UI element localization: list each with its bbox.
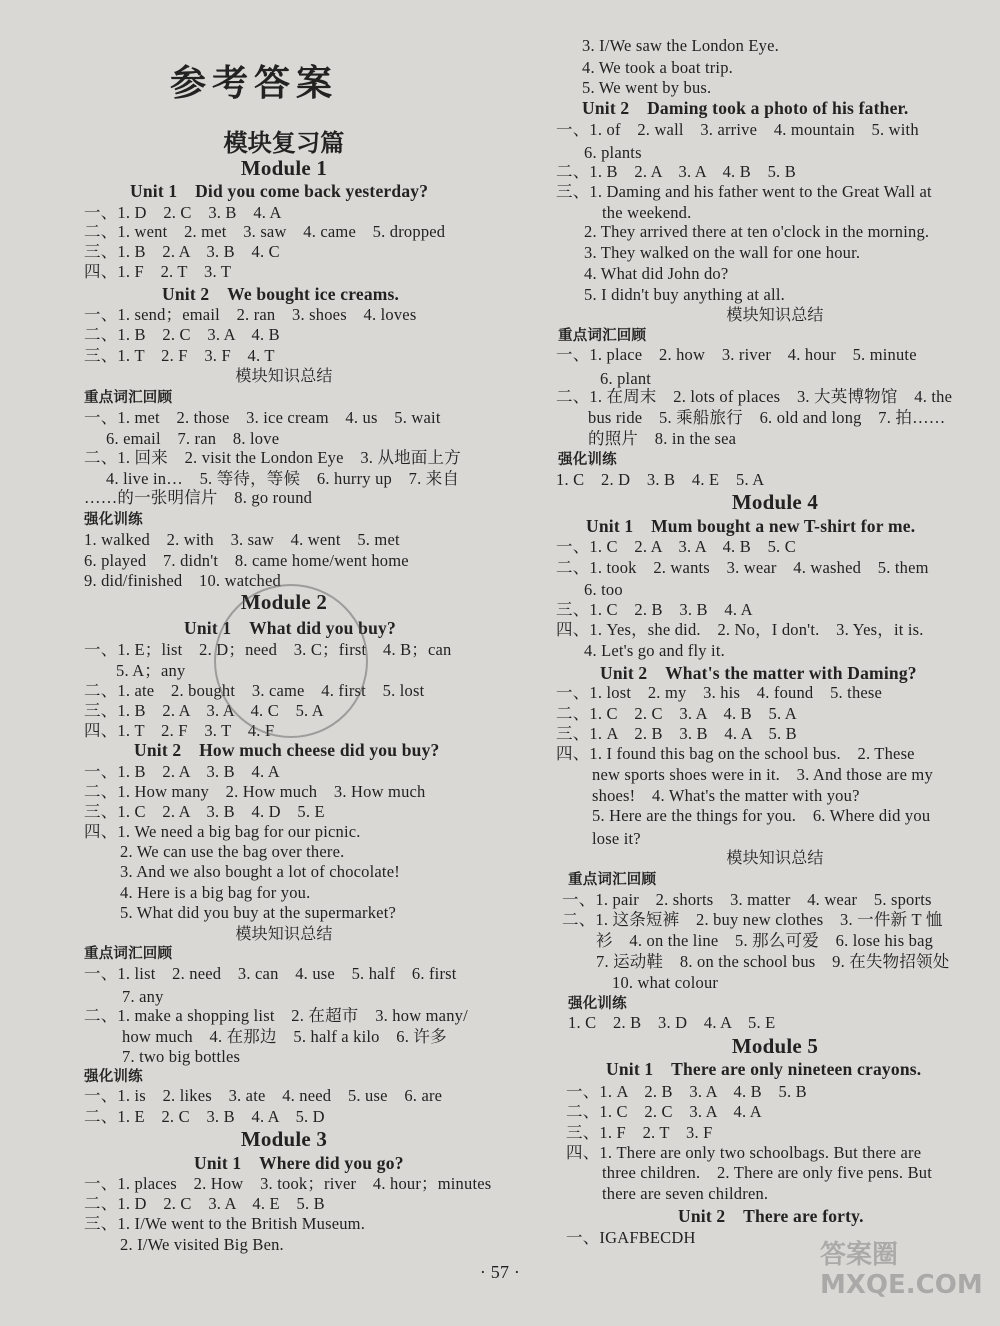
answer-line: the weekend.	[602, 203, 692, 222]
answer-line: 二、1. 这条短裤 2. buy new clothes 3. 一件新 T 恤	[562, 910, 943, 929]
answer-line: 5. A；any	[116, 661, 186, 680]
answer-line: 三、1. B 2. A 3. A 4. C 5. A	[84, 701, 324, 720]
answer-line: 的照片 8. in the sea	[588, 429, 737, 448]
answer-line: 一、1. lost 2. my 3. his 4. found 5. these	[556, 683, 883, 702]
unit-heading: Unit 2 How much cheese did you buy?	[134, 740, 440, 760]
answer-line: 二、1. took 2. wants 3. wear 4. washed 5. them	[556, 558, 929, 577]
answer-line: 4. Here is a big bag for you.	[120, 883, 311, 902]
answer-line: 衫 4. on the line 5. 那么可爱 6. lose his bag	[596, 931, 934, 950]
module-heading: Module 2	[240, 590, 328, 614]
subsection-heading: 强化训练	[568, 996, 627, 1012]
summary-heading: 模块知识总结	[235, 366, 333, 385]
answer-line: 4. What did John do?	[584, 264, 729, 283]
unit-heading: Unit 2 What's the matter with Daming?	[600, 663, 917, 683]
answer-line: 5. Here are the things for you. 6. Where did you	[592, 806, 931, 825]
answer-line: 5. What did you buy at the supermarket?	[120, 903, 397, 922]
answer-line: 2. They arrived there at ten o'clock in the morning.	[584, 222, 930, 241]
answer-line: 二、1. E 2. C 3. B 4. A 5. D	[84, 1107, 325, 1126]
summary-heading: 模块知识总结	[726, 848, 824, 867]
watermark-stamp	[214, 584, 368, 738]
answer-line: 四、1. F 2. T 3. T	[84, 262, 232, 281]
answer-line: bus ride 5. 乘船旅行 6. old and long 7. 拍……	[588, 408, 946, 427]
answer-line: 二、1. C 2. C 3. A 4. A	[566, 1102, 762, 1121]
subsection-heading: 重点词汇回顾	[558, 328, 647, 344]
answer-line: 1. C 2. B 3. D 4. A 5. E	[568, 1013, 776, 1032]
answer-line: shoes! 4. What's the matter with you?	[592, 786, 860, 805]
answer-line: 4. Let's go and fly it.	[584, 641, 725, 660]
module-heading: Module 5	[731, 1034, 819, 1058]
answer-line: 一、1. send；email 2. ran 3. shoes 4. loves	[84, 305, 417, 324]
answer-line: 三、1. F 2. T 3. F	[566, 1123, 713, 1142]
answer-line: 6. email 7. ran 8. love	[106, 429, 280, 448]
answer-line: 一、1. places 2. How 3. took；river 4. hour；minutes	[84, 1174, 492, 1193]
answer-line: 二、1. 在周末 2. lots of places 3. 大英博物馆 4. the	[556, 387, 953, 406]
answer-line: three children. 2. There are only five pens. But	[602, 1163, 933, 1182]
answer-line: 一、1. list 2. need 3. can 4. use 5. half 6. first	[84, 964, 457, 983]
answer-line: 一、IGAFBECDH	[566, 1228, 696, 1247]
answer-line: 3. And we also bought a lot of chocolate!	[120, 862, 400, 881]
unit-heading: Unit 2 We bought ice creams.	[162, 284, 400, 304]
unit-heading: Unit 1 Did you come back yesterday?	[130, 181, 429, 201]
answer-line: 一、1. E；list 2. D；need 3. C；first 4. B；can	[84, 640, 452, 659]
section-title: 模块复习篇	[223, 129, 345, 157]
answer-line: 一、1. of 2. wall 3. arrive 4. mountain 5. with	[556, 120, 919, 139]
answer-line: 三、1. C 2. B 3. B 4. A	[556, 600, 753, 619]
answer-line: 二、1. D 2. C 3. A 4. E 5. B	[84, 1194, 325, 1213]
answer-line: 二、1. C 2. C 3. A 4. B 5. A	[556, 704, 797, 723]
module-heading: Module 3	[240, 1127, 328, 1151]
answer-line: 2. I/We visited Big Ben.	[120, 1235, 284, 1254]
module-heading: Module 1	[240, 156, 328, 180]
answer-line: 三、1. A 2. B 3. B 4. A 5. B	[556, 724, 797, 743]
subsection-heading: 重点词汇回顾	[568, 872, 657, 888]
answer-line: 三、1. I/We went to the British Museum.	[84, 1214, 366, 1233]
answer-line: 一、1. pair 2. shorts 3. matter 4. wear 5. sports	[562, 890, 932, 909]
answer-line: 10. what colour	[612, 973, 719, 992]
answer-line: ……的一张明信片 8. go round	[84, 488, 313, 507]
answer-line: how much 4. 在那边 5. half a kilo 6. 许多	[122, 1027, 447, 1046]
answer-line: 二、1. went 2. met 3. saw 4. came 5. dropped	[84, 222, 446, 241]
summary-heading: 模块知识总结	[235, 924, 333, 943]
unit-heading: Unit 1 There are only nineteen crayons.	[606, 1059, 922, 1079]
main-title: 参考答案	[169, 63, 338, 104]
subsection-heading: 重点词汇回顾	[84, 946, 173, 962]
answer-line: 6. played 7. didn't 8. came home/went home	[84, 551, 409, 570]
answer-line: 7. 运动鞋 8. on the school bus 9. 在失物招领处	[596, 952, 950, 971]
answer-line: 一、1. D 2. C 3. B 4. A	[84, 203, 282, 222]
answer-line: 三、1. C 2. A 3. B 4. D 5. E	[84, 802, 325, 821]
answer-line: 三、1. T 2. F 3. F 4. T	[84, 346, 275, 365]
answer-line: 二、1. B 2. C 3. A 4. B	[84, 325, 280, 344]
answer-line: 一、1. place 2. how 3. river 4. hour 5. minute	[556, 345, 917, 364]
answer-line: 一、1. C 2. A 3. A 4. B 5. C	[556, 537, 796, 556]
unit-heading: Unit 2 There are forty.	[678, 1206, 864, 1226]
answer-line: 三、1. Daming and his father went to the Great Wall at	[556, 182, 932, 201]
answer-line: there are seven children.	[602, 1184, 769, 1203]
summary-heading: 模块知识总结	[726, 305, 824, 324]
page-number: · 57 ·	[479, 1262, 521, 1282]
answer-line: 4. live in… 5. 等待，等候 6. hurry up 7. 来自	[106, 469, 460, 488]
answer-line: 四、1. There are only two schoolbags. But there are	[566, 1143, 922, 1162]
answer-line: 一、1. B 2. A 3. B 4. A	[84, 762, 280, 781]
subsection-heading: 强化训练	[558, 452, 617, 468]
answer-line: 6. too	[584, 580, 623, 599]
answer-line: lose it?	[592, 829, 641, 848]
answer-line: 二、1. make a shopping list 2. 在超市 3. how many/	[84, 1006, 468, 1025]
answer-line: 二、1. How many 2. How much 3. How much	[84, 782, 426, 801]
answer-line: 四、1. T 2. F 3. T 4. F	[84, 721, 275, 740]
subsection-heading: 强化训练	[84, 512, 143, 528]
answer-line: 7. two big bottles	[122, 1047, 241, 1066]
module-heading: Module 4	[731, 490, 819, 514]
answer-line: new sports shoes were in it. 3. And those are my	[592, 765, 933, 784]
unit-heading: Unit 1 What did you buy?	[184, 618, 396, 638]
subsection-heading: 强化训练	[84, 1069, 143, 1085]
answer-line: 二、1. 回来 2. visit the London Eye 3. 从地面上方	[84, 448, 461, 467]
watermark-corner-logo: 答案圈 MXQE.COM	[820, 1240, 983, 1300]
answer-line: 三、1. B 2. A 3. B 4. C	[84, 242, 280, 261]
answer-line: 二、1. B 2. A 3. A 4. B 5. B	[556, 162, 796, 181]
unit-heading: Unit 1 Where did you go?	[194, 1153, 404, 1173]
answer-line: 四、1. Yes，she did. 2. No，I don't. 3. Yes，it is.	[556, 620, 924, 639]
answer-line: 6. plants	[584, 143, 642, 162]
answer-line: 一、1. is 2. likes 3. ate 4. need 5. use 6. are	[84, 1086, 443, 1105]
answer-line: 2. We can use the bag over there.	[120, 842, 345, 861]
answer-line: 一、1. met 2. those 3. ice cream 4. us 5. wait	[84, 408, 441, 427]
unit-heading: Unit 2 Daming took a photo of his father.	[582, 98, 909, 118]
answer-line: 7. any	[122, 987, 164, 1006]
answer-line: 5. We went by bus.	[582, 78, 712, 97]
answer-line: 6. plant	[600, 369, 652, 388]
answer-line: 1. walked 2. with 3. saw 4. went 5. met	[84, 530, 400, 549]
answer-line: 9. did/finished 10. watched	[84, 571, 281, 590]
answer-line: 4. We took a boat trip.	[582, 58, 733, 77]
answer-line: 5. I didn't buy anything at all.	[584, 285, 785, 304]
answer-line: 一、1. A 2. B 3. A 4. B 5. B	[566, 1082, 807, 1101]
answer-line: 四、1. I found this bag on the school bus. 2. These	[556, 744, 915, 763]
subsection-heading: 重点词汇回顾	[84, 390, 173, 406]
answer-line: 四、1. We need a big bag for our picnic.	[84, 822, 361, 841]
answer-line: 二、1. ate 2. bought 3. came 4. first 5. lost	[84, 681, 425, 700]
unit-heading: Unit 1 Mum bought a new T-shirt for me.	[586, 516, 916, 536]
answer-line: 3. They walked on the wall for one hour.	[584, 243, 861, 262]
answer-line: 1. C 2. D 3. B 4. E 5. A	[556, 470, 765, 489]
answer-line: 3. I/We saw the London Eye.	[582, 36, 779, 55]
